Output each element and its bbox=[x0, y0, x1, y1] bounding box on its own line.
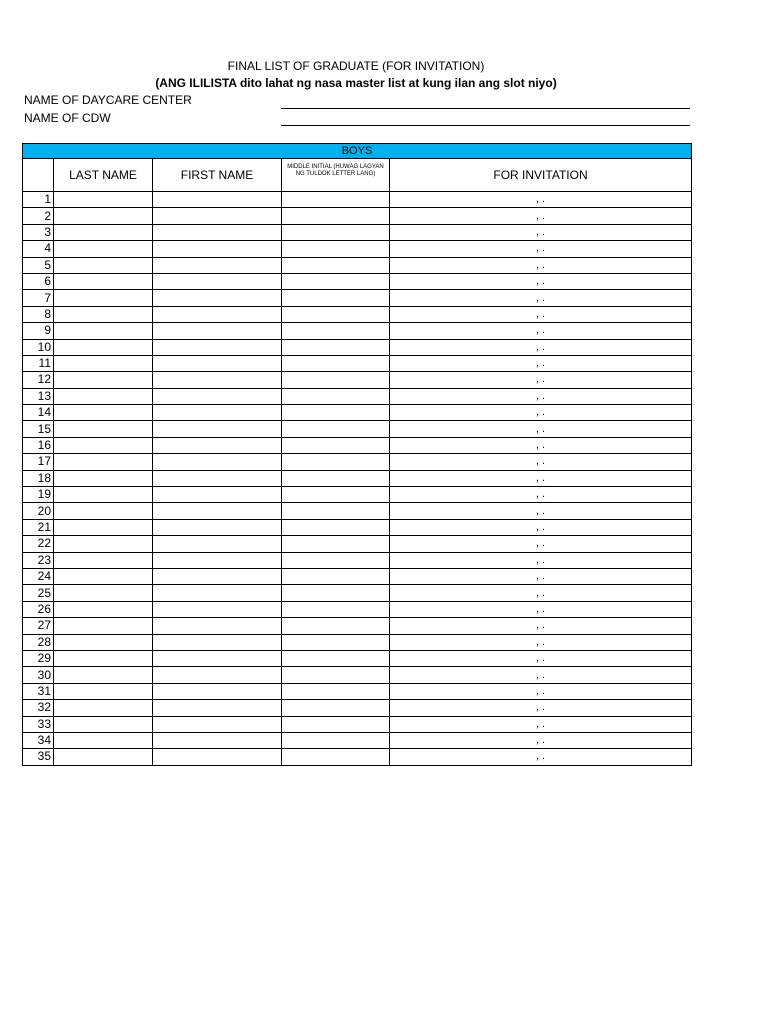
first-name-cell[interactable] bbox=[153, 405, 282, 421]
table-row bbox=[23, 601, 692, 617]
for-invitation-cell: , . bbox=[390, 339, 692, 355]
first-name-cell[interactable] bbox=[153, 749, 282, 765]
first-name-cell[interactable] bbox=[153, 470, 282, 486]
last-name-cell[interactable] bbox=[54, 568, 153, 584]
last-name-cell[interactable] bbox=[54, 306, 153, 322]
table-row bbox=[23, 716, 692, 732]
middle-initial-cell[interactable] bbox=[282, 634, 390, 650]
for-invitation-cell: , . bbox=[390, 634, 692, 650]
middle-initial-cell[interactable] bbox=[282, 339, 390, 355]
first-name-cell[interactable] bbox=[153, 241, 282, 257]
last-name-cell[interactable] bbox=[54, 273, 153, 289]
for-invitation-cell: , . bbox=[390, 273, 692, 289]
last-name-cell[interactable] bbox=[54, 487, 153, 503]
middle-initial-cell[interactable] bbox=[282, 536, 390, 552]
middle-initial-cell[interactable] bbox=[282, 568, 390, 584]
middle-initial-cell[interactable] bbox=[282, 716, 390, 732]
for-invitation-cell: , . bbox=[390, 732, 692, 748]
last-name-cell[interactable] bbox=[54, 224, 153, 240]
first-name-cell[interactable] bbox=[153, 487, 282, 503]
middle-initial-cell[interactable] bbox=[282, 618, 390, 634]
row-number: 8 bbox=[23, 306, 54, 322]
first-name-cell[interactable] bbox=[153, 192, 282, 208]
last-name-cell[interactable] bbox=[54, 650, 153, 666]
table-row bbox=[23, 224, 692, 240]
for-invitation-cell: , . bbox=[390, 749, 692, 765]
row-number: 4 bbox=[23, 241, 54, 257]
middle-initial-cell[interactable] bbox=[282, 421, 390, 437]
for-invitation-cell: , . bbox=[390, 323, 692, 339]
row-number: 20 bbox=[23, 503, 54, 519]
row-number: 2 bbox=[23, 208, 54, 224]
table-row bbox=[23, 536, 692, 552]
middle-initial-cell[interactable] bbox=[282, 454, 390, 470]
last-name-cell[interactable] bbox=[54, 585, 153, 601]
table-row bbox=[23, 700, 692, 716]
first-name-cell[interactable] bbox=[153, 257, 282, 273]
middle-initial-cell[interactable] bbox=[282, 273, 390, 289]
last-name-cell[interactable] bbox=[54, 470, 153, 486]
for-invitation-cell: , . bbox=[390, 454, 692, 470]
row-number: 31 bbox=[23, 683, 54, 699]
middle-initial-cell[interactable] bbox=[282, 306, 390, 322]
for-invitation-cell: , . bbox=[390, 568, 692, 584]
row-number: 35 bbox=[23, 749, 54, 765]
daycare-center-label: NAME OF DAYCARE CENTER bbox=[24, 93, 192, 107]
for-invitation-cell: , . bbox=[390, 667, 692, 683]
last-name-cell[interactable] bbox=[54, 208, 153, 224]
table-row bbox=[23, 683, 692, 699]
row-number: 30 bbox=[23, 667, 54, 683]
first-name-cell[interactable] bbox=[153, 273, 282, 289]
middle-initial-cell[interactable] bbox=[282, 257, 390, 273]
for-invitation-cell: , . bbox=[390, 257, 692, 273]
middle-initial-cell[interactable] bbox=[282, 241, 390, 257]
last-name-cell[interactable] bbox=[54, 192, 153, 208]
table-row bbox=[23, 650, 692, 666]
for-invitation-cell: , . bbox=[390, 290, 692, 306]
last-name-cell[interactable] bbox=[54, 700, 153, 716]
first-name-cell[interactable] bbox=[153, 339, 282, 355]
table-row bbox=[23, 552, 692, 568]
middle-initial-cell[interactable] bbox=[282, 372, 390, 388]
first-name-cell[interactable] bbox=[153, 552, 282, 568]
first-name-cell[interactable] bbox=[153, 650, 282, 666]
first-name-cell[interactable] bbox=[153, 323, 282, 339]
middle-initial-cell[interactable] bbox=[282, 519, 390, 535]
section-title-boys: BOYS bbox=[23, 144, 692, 159]
middle-initial-cell[interactable] bbox=[282, 224, 390, 240]
last-name-cell[interactable] bbox=[54, 536, 153, 552]
first-name-cell[interactable] bbox=[153, 437, 282, 453]
table-row bbox=[23, 339, 692, 355]
last-name-cell[interactable] bbox=[54, 290, 153, 306]
middle-initial-cell[interactable] bbox=[282, 650, 390, 666]
row-number: 32 bbox=[23, 700, 54, 716]
first-name-cell[interactable] bbox=[153, 224, 282, 240]
row-number: 21 bbox=[23, 519, 54, 535]
for-invitation-cell: , . bbox=[390, 355, 692, 371]
table-row bbox=[23, 192, 692, 208]
first-name-cell[interactable] bbox=[153, 716, 282, 732]
table-row bbox=[23, 273, 692, 289]
row-number: 17 bbox=[23, 454, 54, 470]
table-row bbox=[23, 454, 692, 470]
daycare-center-field[interactable] bbox=[281, 108, 690, 109]
last-name-cell[interactable] bbox=[54, 519, 153, 535]
first-name-cell[interactable] bbox=[153, 421, 282, 437]
row-number: 22 bbox=[23, 536, 54, 552]
first-name-cell[interactable] bbox=[153, 536, 282, 552]
first-name-cell[interactable] bbox=[153, 683, 282, 699]
table-row bbox=[23, 241, 692, 257]
row-number: 16 bbox=[23, 437, 54, 453]
middle-initial-cell[interactable] bbox=[282, 683, 390, 699]
table-row bbox=[23, 732, 692, 748]
table-row bbox=[23, 487, 692, 503]
section-header-row bbox=[23, 144, 692, 159]
table-row bbox=[23, 208, 692, 224]
for-invitation-cell: , . bbox=[390, 585, 692, 601]
first-name-cell[interactable] bbox=[153, 634, 282, 650]
row-number: 3 bbox=[23, 224, 54, 240]
row-number: 7 bbox=[23, 290, 54, 306]
row-number: 28 bbox=[23, 634, 54, 650]
last-name-cell[interactable] bbox=[54, 667, 153, 683]
for-invitation-cell: , . bbox=[390, 601, 692, 617]
last-name-cell[interactable] bbox=[54, 405, 153, 421]
row-number: 14 bbox=[23, 405, 54, 421]
for-invitation-cell: , . bbox=[390, 536, 692, 552]
last-name-cell[interactable] bbox=[54, 241, 153, 257]
last-name-cell[interactable] bbox=[54, 323, 153, 339]
document-title: FINAL LIST OF GRADUATE (FOR INVITATION) bbox=[227, 59, 485, 73]
last-name-cell[interactable] bbox=[54, 634, 153, 650]
last-name-cell[interactable] bbox=[54, 355, 153, 371]
first-name-cell[interactable] bbox=[153, 519, 282, 535]
row-number: 11 bbox=[23, 355, 54, 371]
row-number: 13 bbox=[23, 388, 54, 404]
last-name-cell[interactable] bbox=[54, 437, 153, 453]
last-name-cell[interactable] bbox=[54, 421, 153, 437]
row-number: 34 bbox=[23, 732, 54, 748]
middle-initial-cell[interactable] bbox=[282, 749, 390, 765]
last-name-cell[interactable] bbox=[54, 388, 153, 404]
first-name-cell[interactable] bbox=[153, 306, 282, 322]
table-row bbox=[23, 585, 692, 601]
for-invitation-cell: , . bbox=[390, 683, 692, 699]
table-row bbox=[23, 257, 692, 273]
table-row bbox=[23, 618, 692, 634]
middle-initial-cell[interactable] bbox=[282, 388, 390, 404]
for-invitation-cell: , . bbox=[390, 650, 692, 666]
row-number: 26 bbox=[23, 601, 54, 617]
table-row bbox=[23, 421, 692, 437]
for-invitation-cell: , . bbox=[390, 306, 692, 322]
middle-initial-cell[interactable] bbox=[282, 601, 390, 617]
table-row bbox=[23, 749, 692, 765]
column-header-last-name: LAST NAME bbox=[54, 159, 153, 192]
table-row bbox=[23, 290, 692, 306]
table-row bbox=[23, 470, 692, 486]
table-row bbox=[23, 372, 692, 388]
middle-initial-cell[interactable] bbox=[282, 192, 390, 208]
middle-initial-cell[interactable] bbox=[282, 487, 390, 503]
table-row bbox=[23, 306, 692, 322]
first-name-cell[interactable] bbox=[153, 667, 282, 683]
first-name-cell[interactable] bbox=[153, 618, 282, 634]
first-name-cell[interactable] bbox=[153, 585, 282, 601]
last-name-cell[interactable] bbox=[54, 732, 153, 748]
last-name-cell[interactable] bbox=[54, 618, 153, 634]
document-subtitle: (ANG ILILISTA dito lahat ng nasa master list at kung ilan ang slot niyo) bbox=[155, 76, 557, 90]
middle-initial-cell[interactable] bbox=[282, 208, 390, 224]
for-invitation-cell: , . bbox=[390, 208, 692, 224]
row-number: 10 bbox=[23, 339, 54, 355]
for-invitation-cell: , . bbox=[390, 437, 692, 453]
last-name-cell[interactable] bbox=[54, 257, 153, 273]
for-invitation-cell: , . bbox=[390, 405, 692, 421]
table-row bbox=[23, 355, 692, 371]
row-number: 25 bbox=[23, 585, 54, 601]
middle-initial-cell[interactable] bbox=[282, 667, 390, 683]
row-number: 1 bbox=[23, 192, 54, 208]
first-name-cell[interactable] bbox=[153, 372, 282, 388]
row-number: 15 bbox=[23, 421, 54, 437]
for-invitation-cell: , . bbox=[390, 241, 692, 257]
row-number: 19 bbox=[23, 487, 54, 503]
last-name-cell[interactable] bbox=[54, 716, 153, 732]
for-invitation-cell: , . bbox=[390, 192, 692, 208]
for-invitation-cell: , . bbox=[390, 487, 692, 503]
for-invitation-cell: , . bbox=[390, 552, 692, 568]
first-name-cell[interactable] bbox=[153, 290, 282, 306]
first-name-cell[interactable] bbox=[153, 568, 282, 584]
column-header-row bbox=[23, 159, 692, 192]
first-name-cell[interactable] bbox=[153, 208, 282, 224]
cdw-field[interactable] bbox=[281, 125, 690, 126]
middle-initial-cell[interactable] bbox=[282, 470, 390, 486]
row-number: 18 bbox=[23, 470, 54, 486]
middle-initial-cell[interactable] bbox=[282, 323, 390, 339]
first-name-cell[interactable] bbox=[153, 355, 282, 371]
row-number: 29 bbox=[23, 650, 54, 666]
last-name-cell[interactable] bbox=[54, 454, 153, 470]
table-row bbox=[23, 405, 692, 421]
last-name-cell[interactable] bbox=[54, 552, 153, 568]
table-body bbox=[23, 192, 692, 766]
for-invitation-cell: , . bbox=[390, 618, 692, 634]
for-invitation-cell: , . bbox=[390, 388, 692, 404]
middle-initial-cell[interactable] bbox=[282, 700, 390, 716]
column-header-for-invitation: FOR INVITATION bbox=[390, 159, 692, 192]
last-name-cell[interactable] bbox=[54, 372, 153, 388]
row-number: 6 bbox=[23, 273, 54, 289]
table-row bbox=[23, 323, 692, 339]
for-invitation-cell: , . bbox=[390, 421, 692, 437]
table-row bbox=[23, 388, 692, 404]
first-name-cell[interactable] bbox=[153, 388, 282, 404]
table-row bbox=[23, 519, 692, 535]
middle-initial-cell[interactable] bbox=[282, 503, 390, 519]
middle-initial-cell[interactable] bbox=[282, 585, 390, 601]
for-invitation-cell: , . bbox=[390, 372, 692, 388]
cdw-label: NAME OF CDW bbox=[24, 111, 111, 125]
for-invitation-cell: , . bbox=[390, 224, 692, 240]
table-row bbox=[23, 667, 692, 683]
graduate-list-table bbox=[22, 143, 692, 766]
middle-initial-cell[interactable] bbox=[282, 405, 390, 421]
last-name-cell[interactable] bbox=[54, 601, 153, 617]
first-name-cell[interactable] bbox=[153, 732, 282, 748]
column-header-middle-initial: MIDDLE INITIAL (HUWAG LAGYAN NG TULDOK LETTER LANG) bbox=[282, 159, 390, 192]
table-row bbox=[23, 437, 692, 453]
table-row bbox=[23, 634, 692, 650]
for-invitation-cell: , . bbox=[390, 503, 692, 519]
middle-initial-cell[interactable] bbox=[282, 437, 390, 453]
last-name-cell[interactable] bbox=[54, 339, 153, 355]
middle-initial-cell[interactable] bbox=[282, 732, 390, 748]
middle-initial-cell[interactable] bbox=[282, 290, 390, 306]
first-name-cell[interactable] bbox=[153, 454, 282, 470]
middle-initial-cell[interactable] bbox=[282, 552, 390, 568]
column-header-number bbox=[23, 159, 54, 192]
row-number: 27 bbox=[23, 618, 54, 634]
table-row bbox=[23, 568, 692, 584]
for-invitation-cell: , . bbox=[390, 519, 692, 535]
last-name-cell[interactable] bbox=[54, 503, 153, 519]
row-number: 24 bbox=[23, 568, 54, 584]
first-name-cell[interactable] bbox=[153, 503, 282, 519]
middle-initial-cell[interactable] bbox=[282, 355, 390, 371]
column-header-first-name: FIRST NAME bbox=[153, 159, 282, 192]
row-number: 12 bbox=[23, 372, 54, 388]
row-number: 23 bbox=[23, 552, 54, 568]
first-name-cell[interactable] bbox=[153, 700, 282, 716]
for-invitation-cell: , . bbox=[390, 470, 692, 486]
row-number: 9 bbox=[23, 323, 54, 339]
row-number: 5 bbox=[23, 257, 54, 273]
last-name-cell[interactable] bbox=[54, 749, 153, 765]
row-number: 33 bbox=[23, 716, 54, 732]
for-invitation-cell: , . bbox=[390, 716, 692, 732]
for-invitation-cell: , . bbox=[390, 700, 692, 716]
table-row bbox=[23, 503, 692, 519]
first-name-cell[interactable] bbox=[153, 601, 282, 617]
last-name-cell[interactable] bbox=[54, 683, 153, 699]
